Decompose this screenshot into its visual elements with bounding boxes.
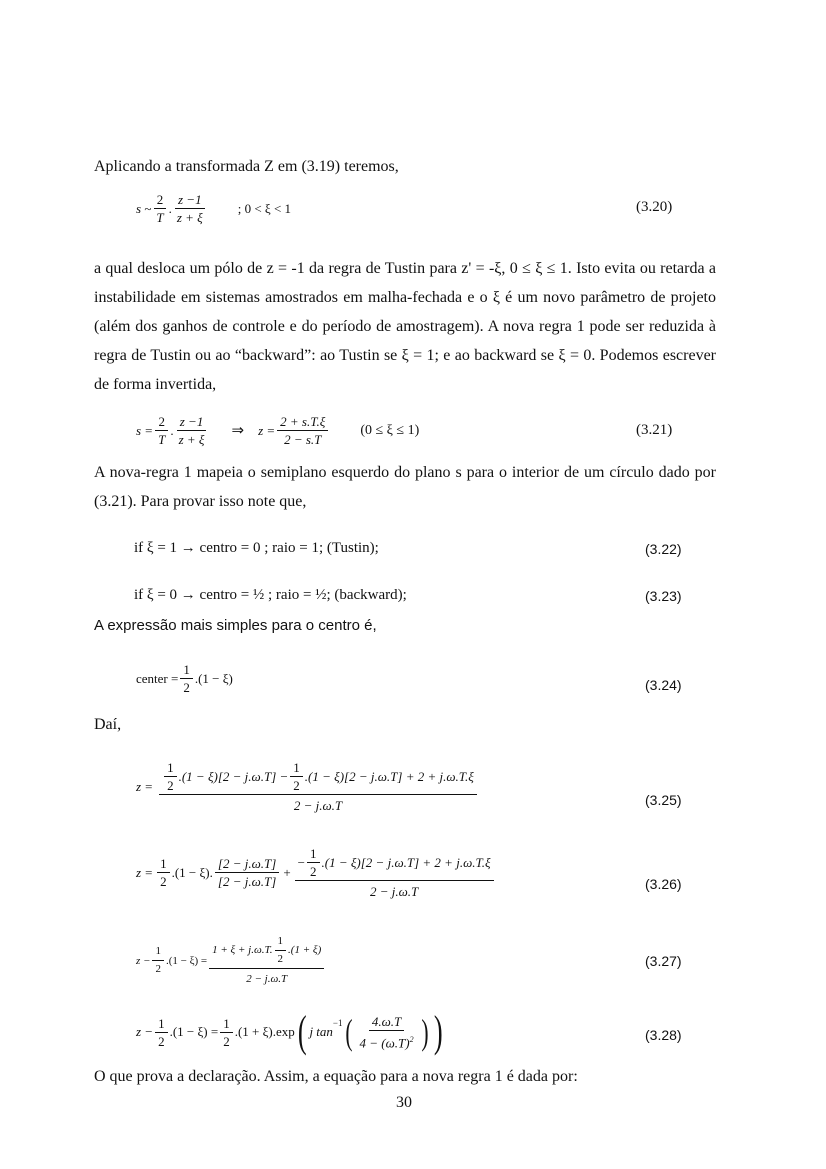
equation-3-24: center = $\frac{1}{2}$ .(1 − ξ)	[136, 662, 233, 695]
right-paren: )	[420, 1012, 429, 1052]
equation-number: (3.24)	[645, 677, 682, 693]
equation-number: (3.21)	[636, 422, 673, 438]
equation-number: (3.25)	[645, 792, 682, 808]
right-paren: )	[433, 1007, 443, 1056]
fraction: $\frac{1}{2}$	[220, 1016, 233, 1049]
equation-number: (3.28)	[645, 1027, 682, 1043]
paragraph-tustin: a qual desloca um pólo de z = -1 da regra de Tustin para z' = -ξ, 0 ≤ ξ ≤ 1. Isto evita ou retarda a instabilidade em sistemas amostrados em malha-fechada e o ξ é um novo parâmetro de projeto (além dos ganhos de controle e do período de amostragem). A nova regra 1 pode ser reduzida à regra de Tustin ou ao “backward”: ao Tustin se ξ = 1; e ao backward se ξ = 0. Podemos escrever de forma invertida,	[94, 260, 716, 393]
paragraph-conclusion: O que prova a declaração. Assim, a equação para a nova regra 1 é dada por:	[94, 1068, 578, 1085]
left-paren: (	[344, 1012, 353, 1052]
equation-number: (3.27)	[645, 953, 682, 969]
equation-number: (3.26)	[645, 876, 682, 892]
equation-3-27: z − $\frac{1}{2}$ .(1 − ξ) = 1 + ξ + j.ω.T. $\frac{1}{2}$ .(1 + ξ) 2 − j.ω.T	[136, 934, 326, 987]
fraction: $\frac{1}{2}$	[180, 662, 193, 695]
paragraph-dai: Daí,	[94, 716, 122, 733]
left-paren: (	[297, 1007, 307, 1056]
fraction: $\frac{z -1}{z + \xi}$	[176, 192, 203, 225]
equation-3-20: s ~ $\frac{2}{T}$ . $\frac{z -1}{z + \xi}$ ; 0 < ξ < 1	[136, 192, 292, 225]
equation-3-21: s = $\frac{2}{T}$ . $\frac{z -1}{z + \xi}$ ⇒ z = $\frac{2 + s.T.\xi}{2 - s.T}$ (0 ≤ ξ ≤ 1)	[136, 414, 420, 447]
fraction: 1 + ξ + j.ω.T. $\frac{1}{2}$ .(1 + ξ) 2 − j.ω.T	[209, 934, 324, 987]
equation-number: (3.22)	[645, 541, 682, 557]
condition-tustin: if ξ = 1 → centro = 0 ; raio = 1; (Tustin);	[134, 540, 379, 556]
paragraph-center: A expressão mais simples para o centro é,	[94, 617, 377, 634]
fraction: $\frac{2}{T}$	[155, 414, 168, 447]
paragraph-mapping: A nova-regra 1 mapeia o semiplano esquerdo do plano s para o interior de um círculo dado por (3.21). Para provar isso note que,	[94, 464, 716, 510]
fraction: $\frac{1}{2}$	[152, 944, 164, 977]
fraction: $\frac{1}{2}$	[155, 1016, 168, 1049]
equation-3-26: z = $\frac{1}{2}$ .(1 − ξ). $\frac{[2 - j.\omega.T]}{[2 - j.\omega.T]}$ + − $\frac{1}{2}$ .(1 − ξ)[2 − j.ω.T] + 2 + j.ω.T.ξ 2 − j.ω.T	[136, 846, 496, 899]
fraction: $\frac{[2 - j.\omega.T]}{[2 - j.\omega.T]}$	[215, 856, 279, 889]
equation-3-28: z − $\frac{1}{2}$ .(1 − ξ) = $\frac{1}{2}$ .(1 + ξ).exp ( j tan $^{-1}$ ( $\frac{4.\omega.T}{4 - (\omega.T)^2}$ ) )	[136, 1007, 443, 1056]
paragraph-intro: Aplicando a transformada Z em (3.19) teremos,	[94, 158, 399, 175]
fraction: $\frac{1}{2}$ .(1 − ξ)[2 − j.ω.T] − $\frac{1}{2}$ .(1 − ξ)[2 − j.ω.T] + 2 + j.ω.T.ξ 2 − j.ω.T	[159, 760, 477, 813]
equation-number: (3.20)	[636, 199, 673, 215]
equation-number: (3.23)	[645, 588, 682, 604]
equation-3-25: z = $\frac{1}{2}$ .(1 − ξ)[2 − j.ω.T] − $\frac{1}{2}$ .(1 − ξ)[2 − j.ω.T] + 2 + j.ω.T.ξ 2 − j.ω.T	[136, 760, 479, 813]
condition-backward: if ξ = 0 → centro = ½ ; raio = ½; (backward);	[134, 587, 407, 603]
fraction: $\frac{4.\omega.T}{4 - (\omega.T)^2}$	[359, 1013, 414, 1051]
fraction: − $\frac{1}{2}$ .(1 − ξ)[2 − j.ω.T] + 2 + j.ω.T.ξ 2 − j.ω.T	[295, 846, 494, 899]
fraction: $\frac{1}{2}$	[157, 856, 170, 889]
fraction: $\frac{2}{T}$	[153, 192, 166, 225]
fraction: $\frac{z -1}{z + \xi}$	[178, 414, 205, 447]
fraction: $\frac{2 + s.T.\xi}{2 - s.T}$	[277, 414, 328, 447]
page-number: 30	[396, 1094, 412, 1111]
